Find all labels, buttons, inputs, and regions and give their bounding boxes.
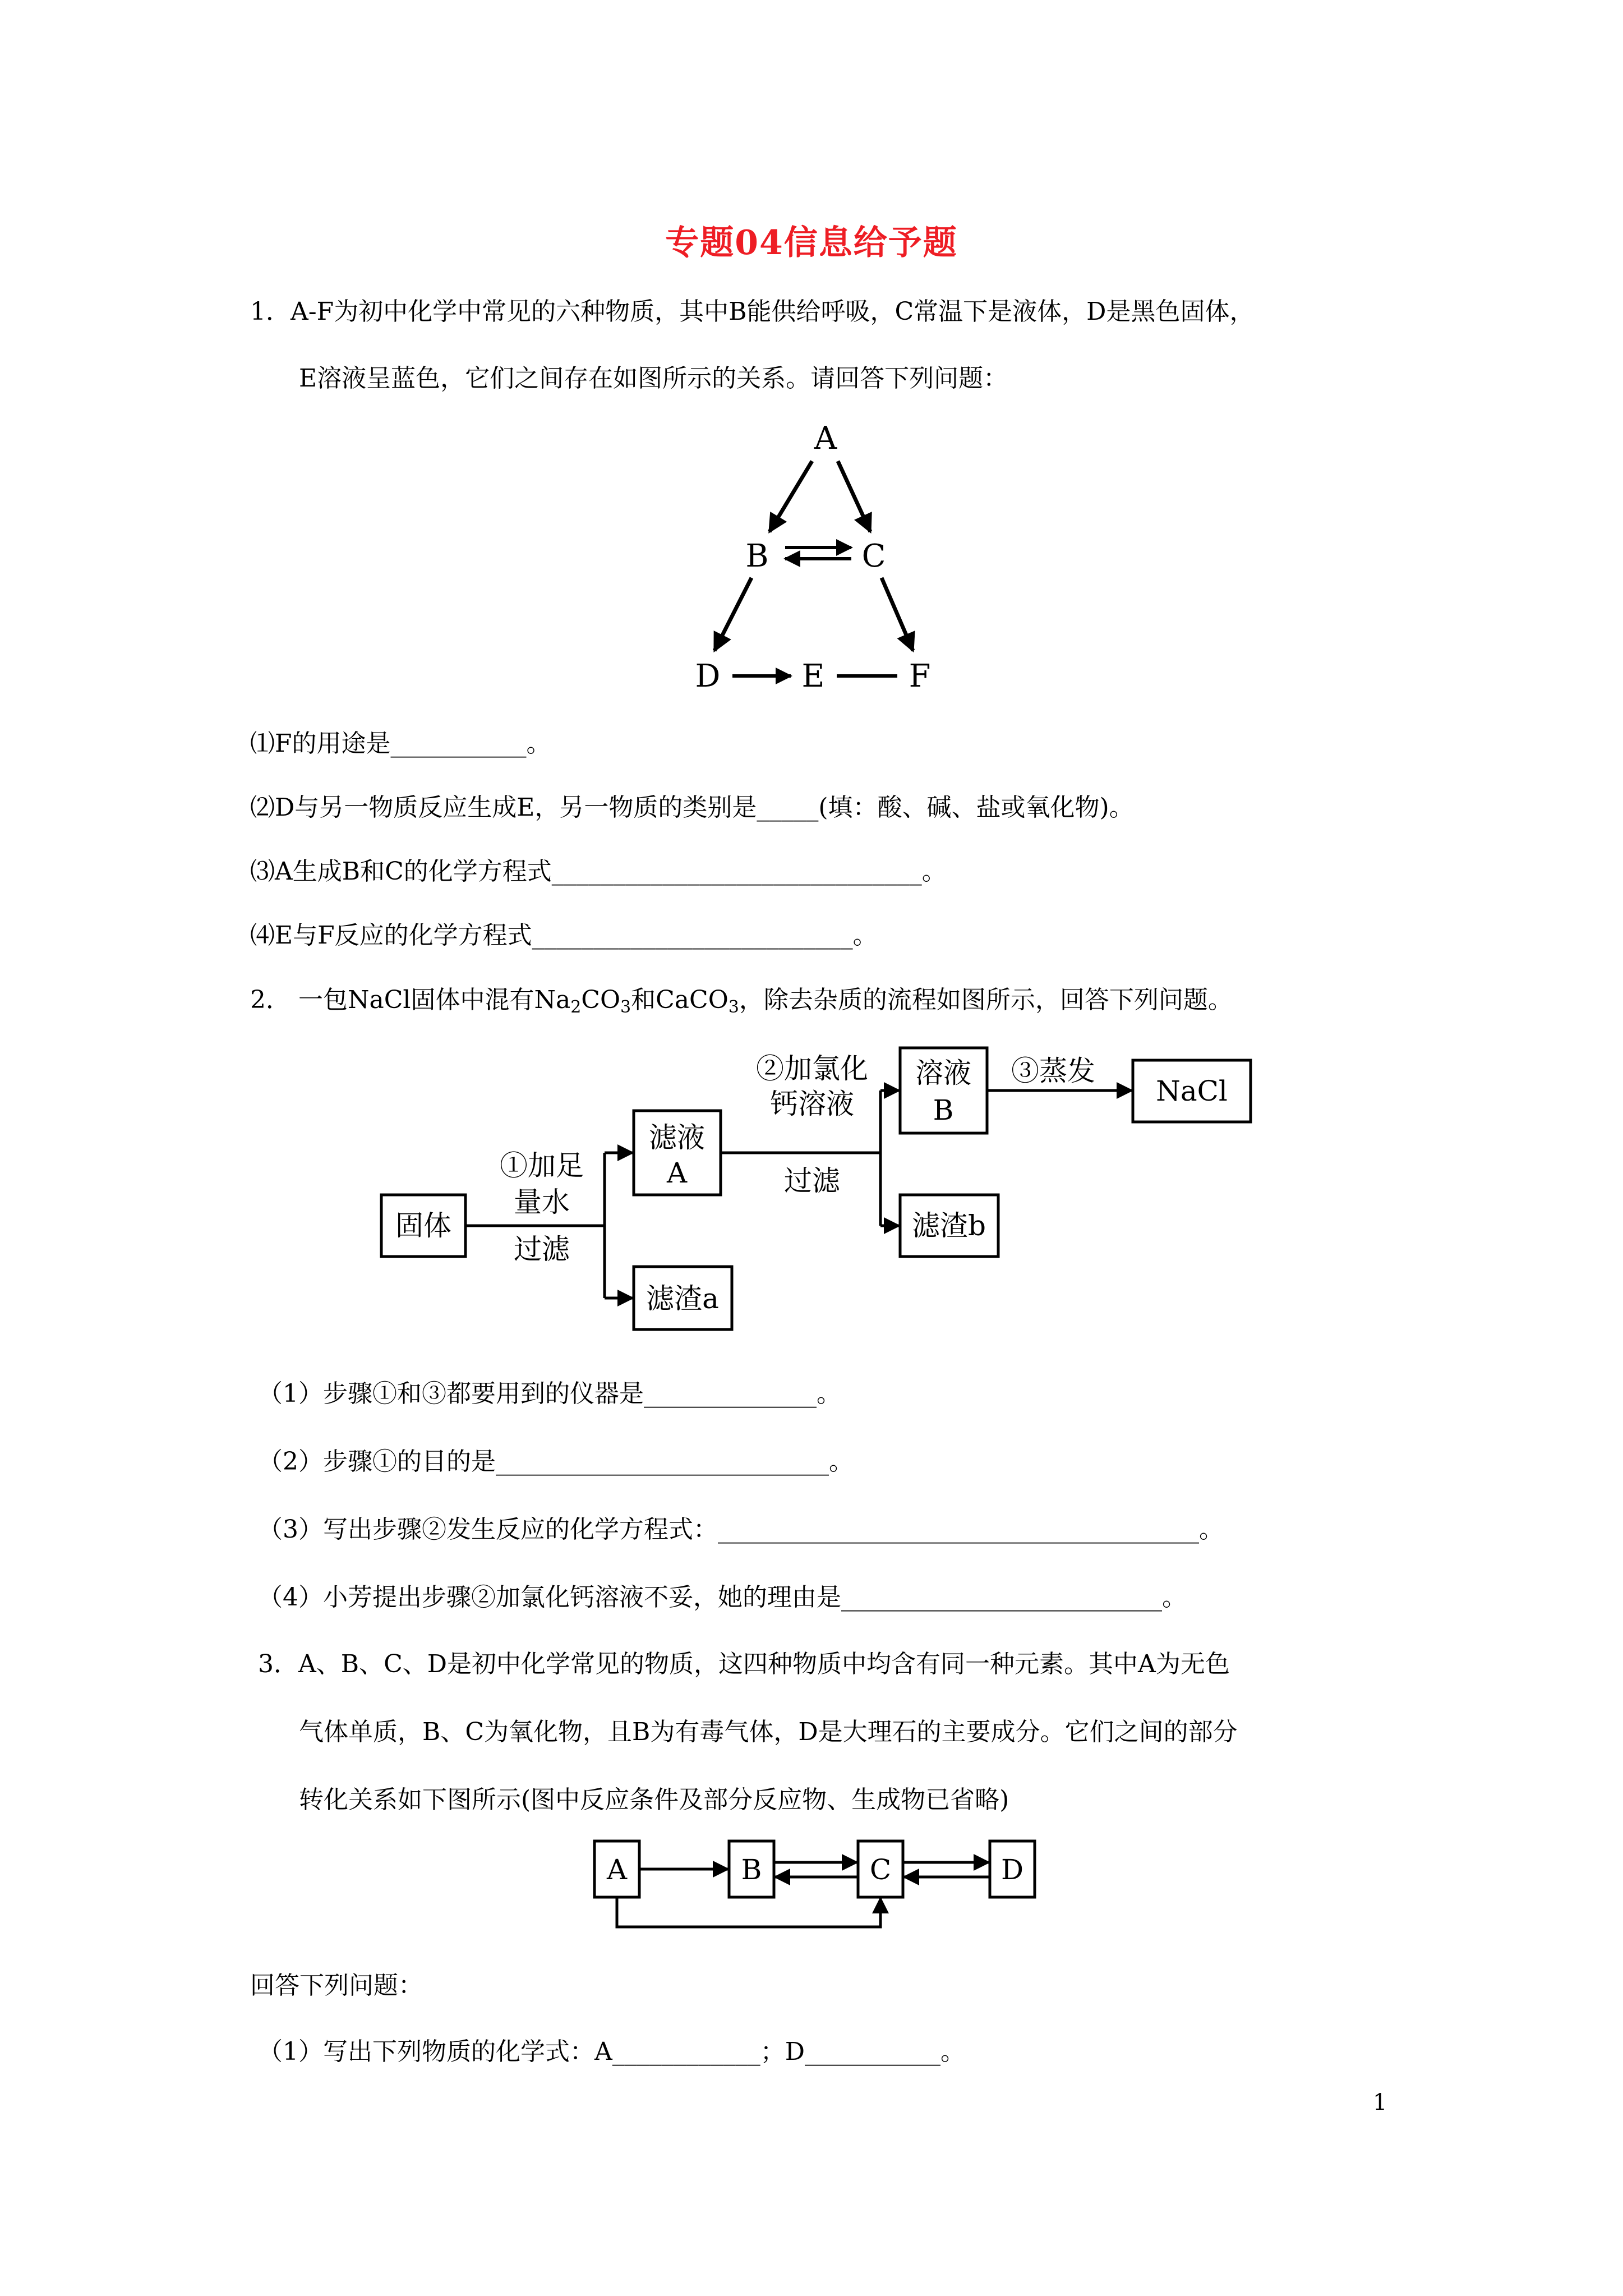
q2-label-solution-b-l1: 溶液 [915,1057,971,1089]
q3-arrow-a-c [617,1897,880,1927]
q3-relation-diagram [589,1829,1060,1941]
q2-label-step3: ③蒸发 [1011,1055,1095,1087]
q2-label-step2-l3: 过滤 [784,1165,840,1197]
q2-sub3: （3）写出步骤②发生反应的化学方程式：_______________________________________。 [258,1515,1224,1544]
q2-label-step2-l1: ②加氯化 [756,1052,868,1085]
q1-sub3: ⑶A生成B和C的化学方程式______________________________。 [250,857,947,886]
q2-label-residue-a: 滤渣a [646,1282,719,1315]
page-number: 1 [1373,2090,1387,2115]
q3-sub1: （1）写出下列物质的化学式：A____________；D___________。 [258,2037,966,2066]
q2-label-filtrate-a-l1: 滤液 [649,1121,705,1154]
q2-sub2: （2）步骤①的目的是___________________________。 [258,1447,854,1476]
q2-label-step2-l2: 钙溶液 [770,1088,854,1120]
q3-label-c: C [869,1853,892,1886]
q1-arrow-b-d [714,578,751,651]
q2-stem: 2． 一包NaCl固体中混有$Na_2CO_3$和CaCO$_3$，除去杂质的流程如图所示，回答下列问题。 [250,986,1233,1017]
q2-label-step1-l1: ①加足 [500,1149,584,1182]
q1-node-f: F [909,658,931,694]
q2-label-step1-l3: 过滤 [514,1233,570,1266]
q1-sub1: ⑴F的用途是___________。 [250,729,551,758]
q3-label-b: B [741,1853,762,1886]
q3-stem-line2: 气体单质，B、C为氧化物，且B为有毒气体，D是大理石的主要成分。它们之间的部分 [299,1718,1238,1746]
q3-answer-prompt: 回答下列问题： [250,1971,423,2000]
q3-stem-line1: 3．A、B、C、D是初中化学常见的物质，这四种物质中均含有同一种元素。其中A为无色 [258,1650,1230,1678]
q2-label-filtrate-a-l2: A [666,1157,688,1189]
q2-label-nacl: NaCl [1156,1075,1228,1107]
q1-sub4: ⑷E与F反应的化学方程式__________________________。 [250,921,878,950]
q1-node-d: D [695,658,721,694]
q1-node-a: A [814,420,837,457]
q3-stem-line3: 转化关系如下图所示(图中反应条件及部分反应物、生成物已省略) [299,1786,1009,1814]
q1-relation-diagram [673,415,965,718]
q2-label-residue-b: 滤渣b [911,1209,986,1242]
q3-label-d: D [1000,1853,1024,1886]
q1-arrow-a-b [769,461,812,532]
q2-sub4: （4）小芳提出步骤②加氯化钙溶液不妥，她的理由是__________________________。 [258,1583,1187,1612]
q1-arrow-c-f [882,578,913,651]
q3-label-a: A [606,1853,628,1886]
q1-arrow-a-c [838,461,870,532]
q2-label-solution-b-l2: B [933,1094,954,1126]
q1-sub2: ⑵D与另一物质反应生成E，另一物质的类别是_____(填：酸、碱、盐或氧化物)。 [250,793,1134,822]
q1-stem-line2: E溶液呈蓝色，它们之间存在如图所示的关系。请回答下列问题： [299,364,1008,393]
q2-sub1: （1）步骤①和③都要用到的仪器是______________。 [258,1379,841,1408]
q1-stem-line1: 1．A-F为初中化学中常见的六种物质，其中B能供给呼吸，C常温下是液体，D是黑色固体， [250,297,1255,326]
q2-label-solid: 固体 [395,1209,451,1242]
q2-label-step1-l2: 量水 [514,1186,570,1218]
q1-node-e: E [801,658,825,694]
page-title: 专题04信息给予题 [665,223,958,263]
q1-node-b: B [745,538,769,574]
q2-flow-diagram [376,1038,1295,1352]
q1-node-c: C [861,538,886,574]
